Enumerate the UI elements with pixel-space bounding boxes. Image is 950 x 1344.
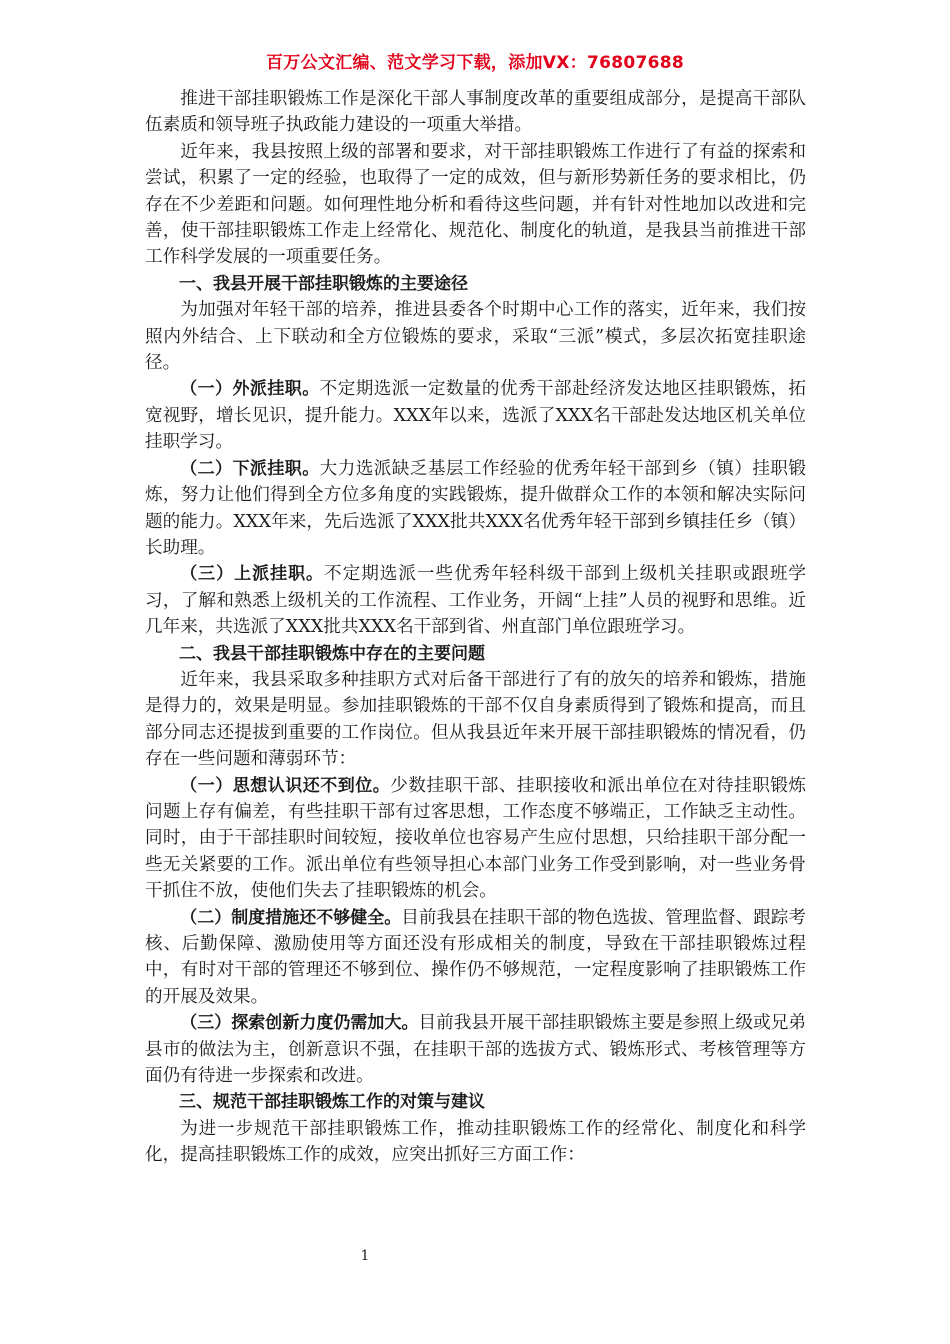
paragraph: （一）思想认识还不到位。少数挂职干部、挂职接收和派出单位在对待挂职锻炼问题上存有偏差，有些挂职干部有过客思想，工作态度不够端正，工作缺乏主动性。同时，由于干部挂职时间较短，接收单位也容易产生应付思想，只给挂职干部分配一些无关紧要的工作。派出单位有些领导担心本部门业务工作受到影响，对一些业务骨干抓住不放，使他们失去了挂职锻炼的机会。 bbox=[145, 775, 806, 902]
section-heading: 二、我县干部挂职锻炼中存在的主要问题 bbox=[179, 643, 485, 664]
header-banner: 百万公文汇编、范文学习下载，添加VX：76807688 bbox=[266, 53, 684, 73]
paragraph: （二）下派挂职。大力选派缺乏基层工作经验的优秀年轻干部到乡（镇）挂职锻炼，努力让他们得到全方位多角度的实践锻炼，提升做群众工作的本领和解决实际问题的能力。XXX年来，先后选派了XXX批共XXX名优秀年轻干部到乡镇挂任乡（镇）长助理。 bbox=[145, 458, 806, 558]
paragraph: （一）外派挂职。不定期选派一定数量的优秀干部赴经济发达地区挂职锻炼，拓宽视野，增长见识，提升能力。XXX年以来，选派了XXX名干部赴发达地区机关单位挂职学习。 bbox=[145, 379, 806, 453]
paragraph: （三）上派挂职。不定期选派一些优秀年轻科级干部到上级机关挂职或跟班学习，了解和熟悉上级机关的工作流程、工作业务，开阔“上挂”人员的视野和思维。近几年来，共选派了XXX批共XXX名干部到省、州直部门单位跟班学习。 bbox=[145, 564, 807, 638]
paragraph: （二）制度措施还不够健全。目前我县在挂职干部的物色选拔、管理监督、跟踪考核、后勤保障、激励使用等方面还没有形成相关的制度，导致在干部挂职锻炼过程中，有时对干部的管理还不够到位、操作仍不够规范，一定程度影响了挂职锻炼工作的开展及效果。 bbox=[145, 907, 806, 1007]
subheading-lead: （二）下派挂职。 bbox=[180, 458, 320, 479]
section-heading: 一、我县开展干部挂职锻炼的主要途径 bbox=[179, 273, 468, 294]
subheading-lead: （一）思想认识还不到位。 bbox=[180, 775, 391, 796]
subheading-lead: （三）探索创新力度仍需加大。 bbox=[180, 1013, 419, 1034]
paragraph: 为进一步规范干部挂职锻炼工作，推动挂职锻炼工作的经常化、制度化和科学化，提高挂职锻炼工作的成效，应突出抓好三方面工作： bbox=[145, 1118, 806, 1166]
paragraph: 为加强对年轻干部的培养，推进县委各个时期中心工作的落实，近年来，我们按照内外结合、上下联动和全方位锻炼的要求，采取“三派”模式，多层次拓宽挂职途径。 bbox=[145, 300, 806, 374]
paragraph: 推进干部挂职锻炼工作是深化干部人事制度改革的重要组成部分，是提高干部队伍素质和领导班子执政能力建设的一项重大举措。 bbox=[145, 89, 806, 136]
section-heading: 三、规范干部挂职锻炼工作的对策与建议 bbox=[179, 1092, 485, 1113]
page-number: 1 bbox=[360, 1248, 370, 1264]
paragraph: 近年来，我县采取多种挂职方式对后备干部进行了有的放矢的培养和锻炼，措施是得力的，效果是明显。参加挂职锻炼的干部不仅自身素质得到了锻炼和提高，而且部分同志还提拔到重要的工作岗位。但从我县近年来开展干部挂职锻炼的情况看，仍存在一些问题和薄弱环节： bbox=[145, 669, 806, 770]
document-body bbox=[145, 86, 806, 1169]
paragraph: （三）探索创新力度仍需加大。目前我县开展干部挂职锻炼主要是参照上级或兄弟县市的做法为主，创新意识不强，在挂职干部的选拔方式、锻炼形式、考核管理等方面仍有待进一步探索和改进。 bbox=[145, 1013, 806, 1087]
subheading-lead: （二）制度措施还不够健全。 bbox=[180, 907, 402, 928]
subheading-lead: （三）上派挂职。 bbox=[180, 564, 325, 585]
paragraph: 近年来，我县按照上级的部署和要求，对干部挂职锻炼工作进行了有益的探索和尝试，积累了一定的经验，也取得了一定的成效，但与新形势新任务的要求相比，仍存在不少差距和问题。如何理性地分析和看待这些问题，并有针对性地加以改进和完善，使干部挂职锻炼工作走上经常化、规范化、制度化的轨道，是我县当前推进干部工作科学发展的一项重要任务。 bbox=[145, 141, 806, 268]
subheading-lead: （一）外派挂职。 bbox=[180, 379, 320, 400]
